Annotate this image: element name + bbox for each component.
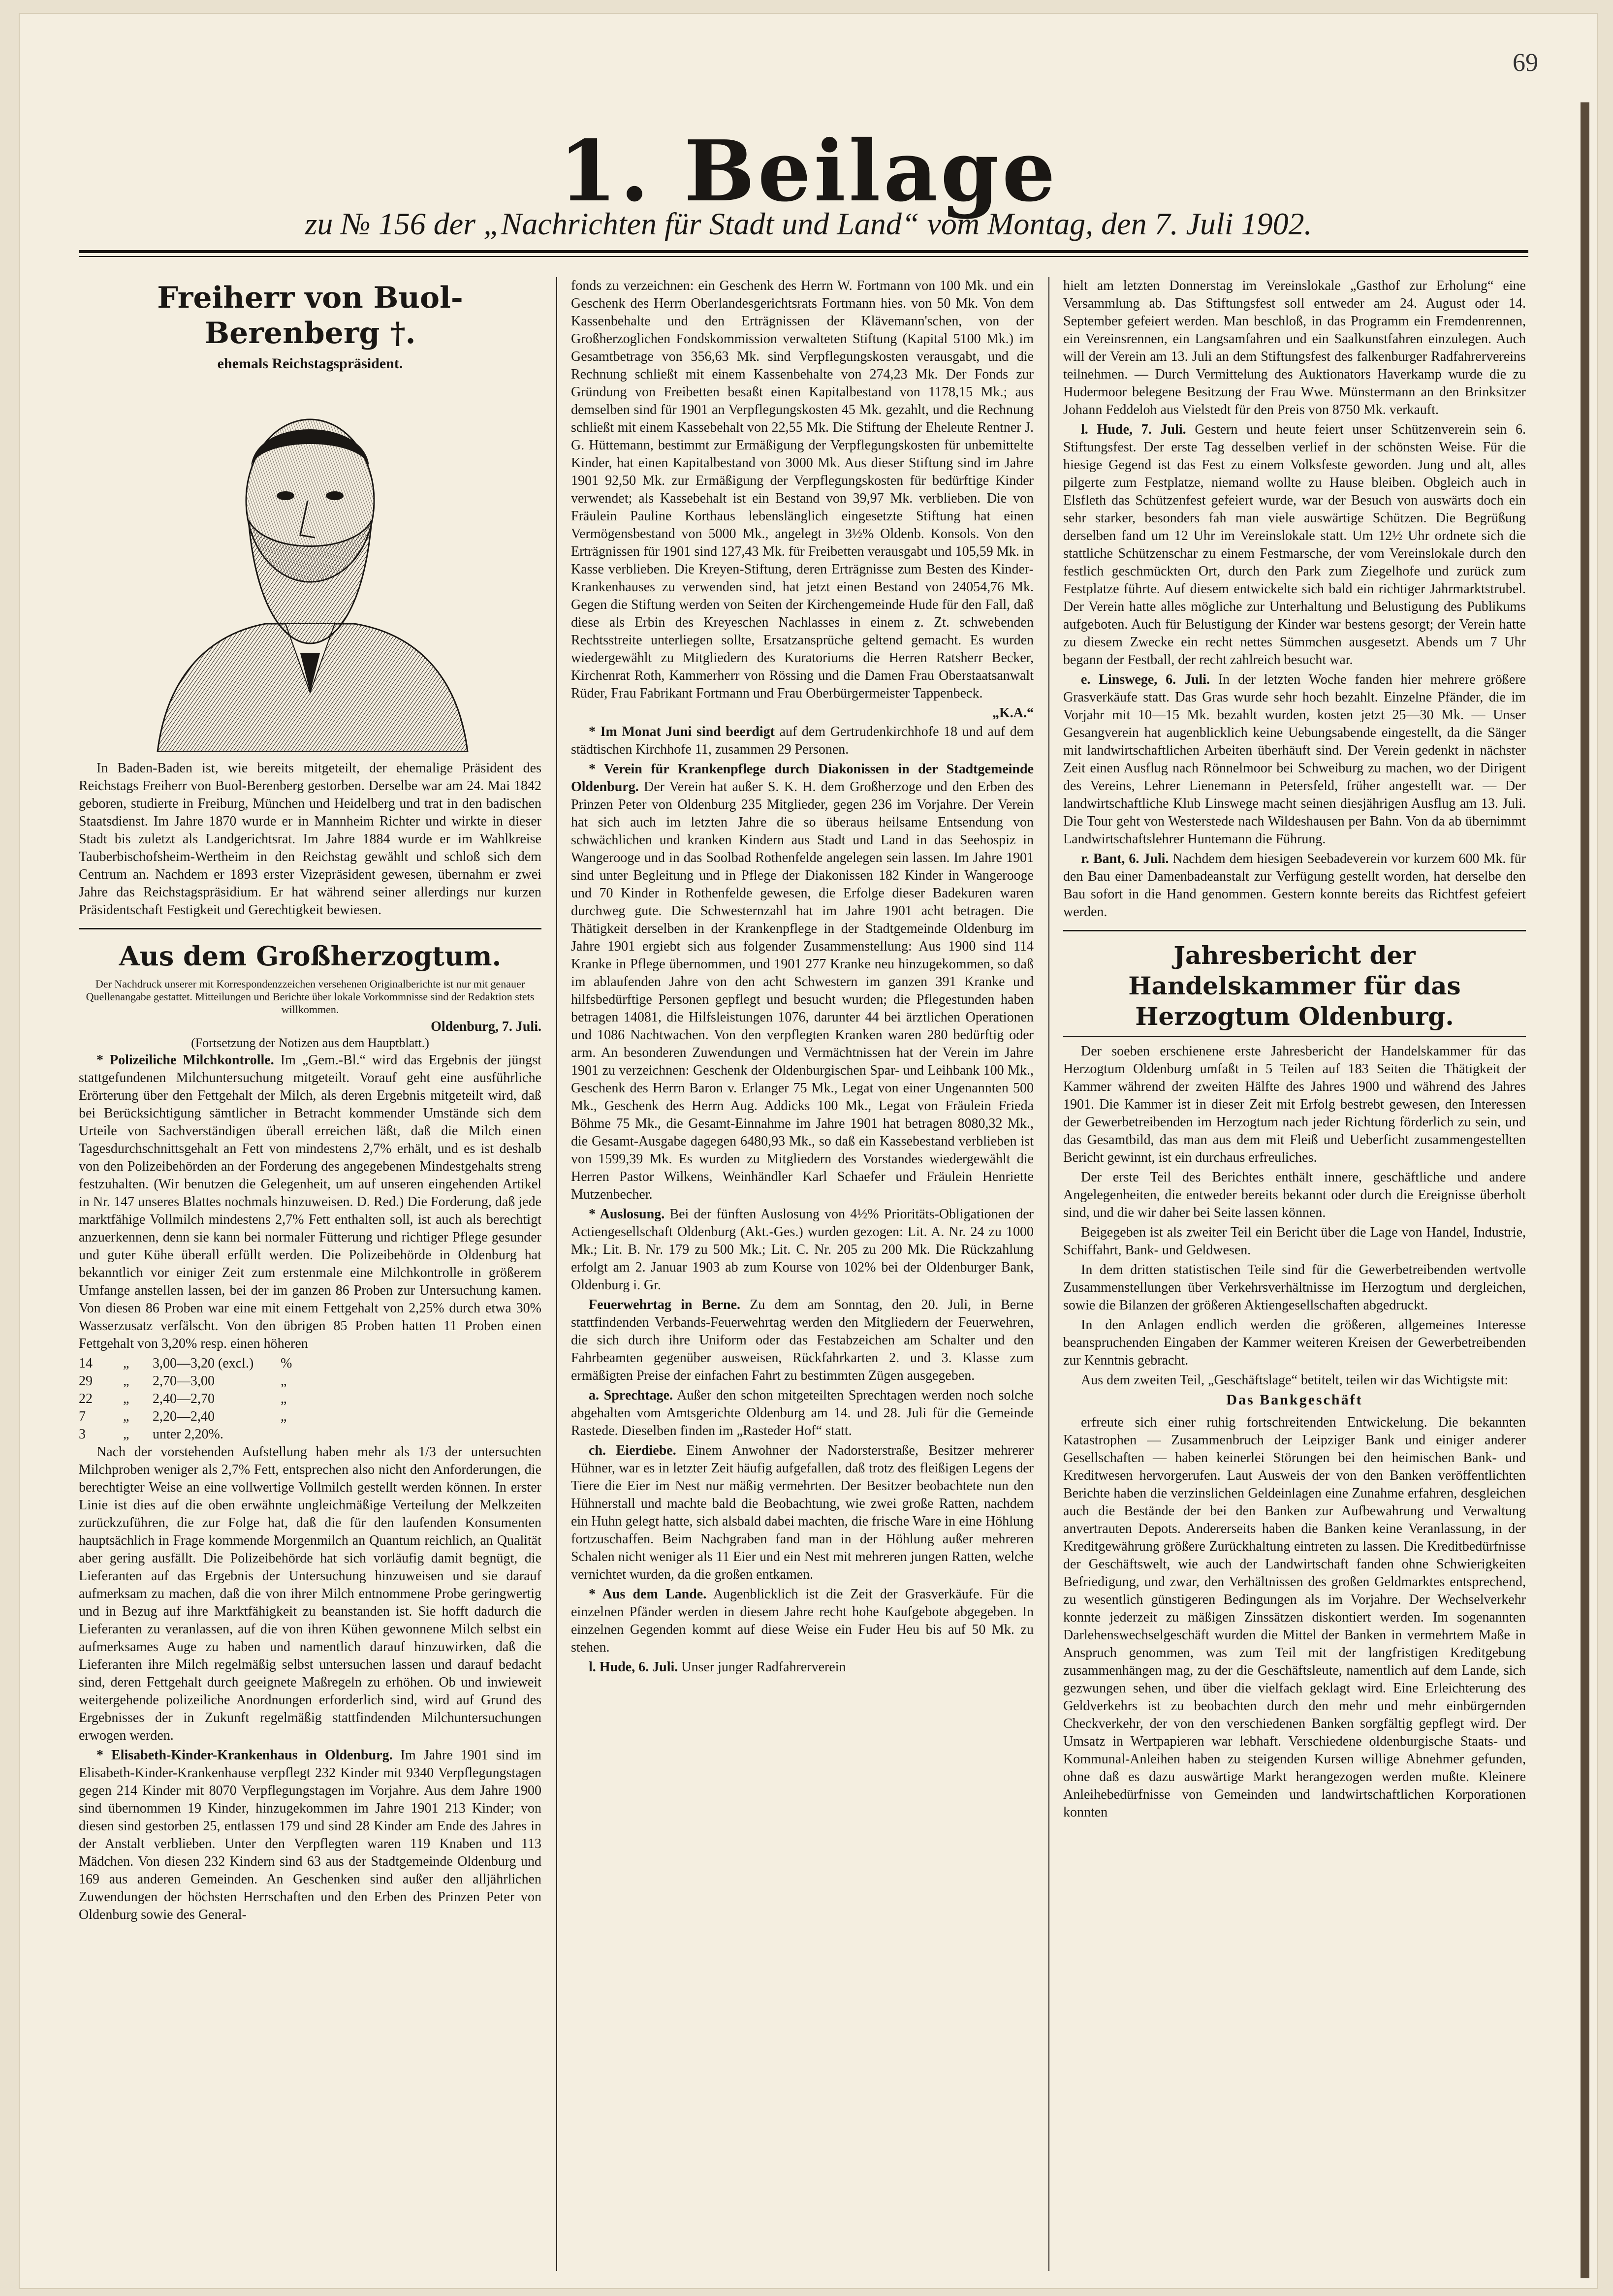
article-text-hude-1-cont: hielt am letzten Donnerstag im Vereinslokale „Gasthof zur Erholung“ eine Versammlung ab. Das Stiftungsfest soll entweder am 24. August oder 14. September gefeiert werden. Man beschloß, in das Programm ein Fremdenrennen, ein Vereinsrennen, ein Langsamfahren und ein Saalkunstfahren einzulegen. Auch will der Verein am 13. Juli an dem Stiftungsfest des falkenburger Radfahrervereins teilnehmen. — Durch Vermittelung des Auktionators Haverkamp wurde die zu Hudermoor belegene Besitzung der Frau Wwe. Münstermann an den Brinksitzer Johann Feddeloh aus Vielstedt für den Preis von 8750 Mk. verkauft. (1063, 278, 1526, 417)
article-text-bant: Nachdem dem hiesigen Seebadeverein vor kurzem 600 Mk. für den Bau einer Damenbadeanstalt zur Verfügung gestellt worden, hat derselbe den Bau sofort in die Hand genommen. Gestern konnte bereits das Richtfest gefeiert werden. (1063, 851, 1526, 920)
obituary-heading: Freiherr von Buol-Berenberg †. (157, 281, 463, 351)
article-text-hude-2: Gestern und heute feiert unser Schützenverein sein 6. Stiftungsfest. Der erste Tag desselben verlief in der schönsten Weise. Für die hiesige Gegend ist das Fest zu einem Volksfeste geworden. Jung und alt, alles pilgerte zum Festplatze, niemand wollte zu Hause bleiben. Obgleich auch in Elsfleth das Schützenfest gefeiert wurde, war der Besuch von auswärts doch ein sehr starker, besonders fah man viele auswärtige Schützen. Die Begrüßung derselben fand um 12 Uhr im Vereinslokale statt. Um 12½ Uhr ordnete sich die stattliche Schützenschar zu einem Festmarsche, der vom Vereinslokale durch den festlich geschmückten Ort, durch den Park zum Ziegelhofe und zurück zum Festplatze führte. Auf diesem entwickelte sich bald ein richtiger Jahrmarktstrubel. Der Verein hatte alles mögliche zur Unterhaltung und Belustigung des Publikums aufgeboten. Auch für Belustigung der Kinder war bestens gesorgt; der Verein hatte zu diesem Zwecke ein recht nettes Sümmchen ausgesetzt. Abends um 7 Uhr begann der Festball, der recht zahlreich besucht war. (1063, 422, 1526, 668)
obituary-subheading: ehemals Reichstagspräsident. (217, 355, 403, 372)
article-text-eierdiebe: Einem Anwohner der Nadorsterstraße, Besitzer mehrerer Hühner, war es in letzter Zeit häufig aufgefallen, daß trotz des fleißigen Legens der Tiere die Eier im Nest nur mäßig vermehrten. Der Besitzer beobachtete nun den Hühnerstall und machte bald die Beobachtung, wie zwei große Ratten, nachdem ein Huhn gelegt hatte, sich alsbald dabei machten, die frische Ware in eine Höhlung fortzuschaffen. Beim Nachgraben fand man in der Höhlung außer mehreren Schalen nicht weniger als 11 Eier und ein Nest mit mehreren jungen Ratten, welche vernichtet wurden, da die großen entkamen. (571, 1443, 1034, 1582)
section-rule (79, 928, 541, 929)
article-text-jahresbericht-3: Beigegeben ist als zweiter Teil ein Bericht über die Lage von Handel, Industrie, Schiffahrt, Bank- und Geldwesen. (1063, 1225, 1526, 1258)
article-heading-eierdiebe: ch. Eierdiebe. (589, 1443, 676, 1458)
article-text-kinderkrankenhaus: Im Jahre 1901 sind im Elisabeth-Kinder-Krankenhause verpflegt 232 Kinder mit 9340 Verpflegungstagen gegen 214 Kinder mit 8070 Verpflegungstagen im Vorjahre. Aus dem Jahre 1900 sind übernommen 19 Kinder, hinzugekommen im Jahre 1901 213 Kinder; von diesen sind gestorben 25, entlassen 179 und sind 28 Kinder am Ende des Jahres in der Anstalt verblieben. Unter den Verpflegten waren 119 Knaben und 113 Mädchen. Von diesen 232 Kindern sind 63 aus der Stadtgemeinde Oldenburg und 169 aus anderen Gemeinden. An Geschenken sind außer den alljährlichen Zuwendungen der höchsten Herrschaften und den Erben des Prinzen Peter von Oldenburg sowie des General- (79, 1748, 541, 1922)
article-heading-feuerwehrtag: Feuerwehrtag in Berne. (589, 1297, 741, 1312)
author-signature: „K.A.“ (992, 705, 1034, 721)
column-3 (1063, 277, 1526, 2271)
section-heading-grossherzogtum: Aus dem Großherzogtum. (119, 940, 502, 972)
subheading-bankgeschaeft: Das Bankgeschäft (1226, 1392, 1363, 1408)
column-2 (571, 277, 1034, 2271)
article-text-jahresbericht-5: In den Anlagen endlich werden die größeren, allgemeines Interesse beanspruchenden Eingaben der Kammer weiteren Kreisen der Gewerbetreibenden zur Kenntnis gebracht. (1063, 1317, 1526, 1368)
article-heading-beerdigt: * Im Monat Juni sind beerdigt (589, 724, 775, 739)
section-heading-jahresbericht: Jahresbericht der Handelskammer für das Herzogtum Oldenburg. (1128, 941, 1461, 1031)
portrait-engraving (138, 378, 482, 752)
column-divider (556, 277, 557, 2271)
article-text-beerdigt: auf dem Gertrudenkirchhofe 18 und auf dem städtischen Kirchhofe 11, zusammen 29 Personen. (571, 724, 1034, 757)
article-text-bankgeschaeft: erfreute sich einer ruhig fortschreitenden Entwickelung. Die bekannten Katastrophen — Zusammenbruch der Leipziger Bank und einiger anderer Gesellschaften — haben keinerlei Störungen bei den heimischen Bank- und Kreditwesen hervorgerufen. Laut Ausweis der von den Banken veröffentlichten Berichte haben die verzinslichen Geldeinlagen eine Zunahme erfahren, desgleichen auch die Bestände der bei den Banken zur Aufbewahrung und Verwaltung anvertrauten Depots. Andererseits haben die Banken keine Veranlassung, in der Kreditgewährung größere Zurückhaltung eintreten zu lassen. Die Kreditbedürfnisse der Geschäftswelt, wie auch der Landwirtschaft fanden ohne Schwierigkeiten Befriedigung, und zwar, den Verhältnissen des großen Geldmarktes entsprechend, zu wesentlich günstigeren Bedingungen als im Vorjahre. Der Wechselverkehr konnte jederzeit zu mäßigen Zinssätzen diskontiert werden. Im sogenannten Darlehenswechselgeschäft wurden die Mittel der Banken in vermehrtem Maße in Anspruch genommen, was zum Teil mit der langfristigen Kreditgebung zusammenhängen mag, zu der die Geschäftsleute, namentlich auf dem Lande, sich gezwungen sehen, und über die vielfach geklagt wird. Eine Erleichterung des Geldverkehrs ist zu beobachten durch den mehr und mehr einbürgernden Checkverkehr, der von den verschiedenen Banken sorgfältig gepflegt wird. Der Umsatz in Wertpapieren war lebhaft. Verschiedene oldenburgische Staats- und Kommunal-Anleihen haben zu steigenden Kursen willige Abnehmer gefunden, ohne daß es dazu auswärtige Markt herangezogen werden mußte. Kleinere Anleihebedürfnisse von Gemeinden und landwirtschaftlichen Korporationen konnten (1063, 1415, 1526, 1820)
article-heading-linswege: e. Linswege, 6. Juli. (1081, 672, 1210, 687)
article-heading-bant: r. Bant, 6. Juli. (1081, 851, 1169, 866)
article-text-linswege: In der letzten Woche fanden hier mehrere größere Grasverkäufe statt. Das Gras wurde sehr hoch bezahlt. Einzelne Pfänder, die im Vorjahr mit 10—15 Mk. bezahlt wurden, kosten jetzt 25—30 Mk. — Unser Gesangverein hat augenblicklich keine Uebungsabende eingestellt, da die Sänger mit landwirtschaftlichen Arbeiten überhäuft sind. Der Verein gedenkt in nächster Zeit einen Ausflug nach Rönnelmoor bei Schweiburg zu machen, wo der Dirigent des Vereins, Lehrer Lienemann in Petersfeld, früher angestellt war. — Der landwirtschaftliche Klub Linswege macht seinen diesjährigen Ausflug am 13. Juli. Die Tour geht von Westerstede nach Wildeshausen per Bahn. Von da ab übernimmt Landwirtschaftslehrer Huntemann die Führung. (1063, 672, 1526, 847)
reprint-notice: Der Nachdruck unserer mit Korrespondenzzeichen versehenen Originalberichte ist nur mit genauer Quellenangabe gestattet. Mitteilungen und Berichte über lokale Vorkommnisse sind der Redaktion stets willkommen. (86, 978, 535, 1016)
article-heading-auslosung: * Auslosung. (589, 1207, 665, 1222)
header-rule-thick (79, 250, 1528, 253)
article-text-krankenpflege: Der Verein hat außer S. K. H. dem Großherzoge und den Erben des Prinzen Peter von Oldenburg 235 Mitglieder, gegen 236 im Vorjahre. Der Verein hat sich auch im letzten Jahre die so überaus heilsame Entsendung von schwächlichen und kranken Kindern aus Stadt und Land in das Seehospiz in Wangerooge und in das Soolbad Rothenfelde angelegen sein lassen. Im Jahre 1901 sind unter Begleitung und in Pflege der Diakonissen 182 Kinder in Wangerooge und 70 Kinder in Rothenfelde gewesen, die Erfolge dieser Badekuren waren durchweg gute. Die Schwesternzahl hat im Jahre 1901 acht betragen. Die Thätigkeit derselben in der Krankenpflege in der Stadtgemeinde Oldenburg im Jahre 1901 ergiebt sich aus folgender Zusammenstellung: Aus 1900 sind 114 Kranke in Pflege übernommen, und 1901 277 Kranke neu hinzugekommen, so daß im ablaufenden Jahre von den acht Schwestern im ganzen 391 Kranke und hilfsbedürftige Personen gepflegt und besucht wurden; die Pflegestunden haben betragen 14081, die Hilfsleistungen 1076, darunter 44 bei ärztlichen Operationen und 1086 Nachtwachen. Von den verpflegten Kranken waren 280 bedürftig oder arm. An besonderen Zuwendungen und Vermächtnissen hat der Verein im Jahre 1901 zu verzeichnen: Geschenk der Oldenburgischen Spar- und Leihbank 100 Mk., Geschenk des Herrn Baron v. Erlanger 75 Mk., Legat von einer Ungenannten 500 Mk., Geschenk des Herrn Aug. Addicks 100 Mk., Legat von Fräulein Frieda Böhme 75 Mk., die Gesamt-Einnahme im Jahre 1901 hat betragen 8080,32 Mk., die Gesamt-Ausgabe dagegen 6480,93 Mk., so daß ein Kassebestand verblieben ist von 1599,39 Mk. Es wurden zu Mitgliedern des Vorstandes wiedergewählt die Herren Pastor Wilkens, Weinhändler Karl Schaefer und Fräulein Henriette Mutzenbecher. (571, 779, 1034, 1202)
article-heading-milchkontrolle: * Polizeiliche Milchkontrolle. (96, 1052, 274, 1068)
continuation-note: (Fortsetzung der Notizen aus dem Hauptblatt.) (191, 1036, 429, 1050)
section-rule (1063, 930, 1526, 931)
dateline: Oldenburg, 7. Juli. (431, 1019, 541, 1034)
obituary-text: In Baden-Baden ist, wie bereits mitgeteilt, der ehemalige Präsident des Reichstags Freiherr von Buol-Berenberg gestorben. Derselbe war am 24. Mai 1842 geboren, studierte in Freiburg, München und Heidelberg und trat in den badischen Staatsdienst. Im Jahre 1870 wurde er in Mannheim Richter und wirkte in dieser Stadt bis zuletzt als Landgerichtsrat. Im Jahre 1884 wurde er im Wahlkreise Tauberbischofsheim-Wertheim in den Reichstag gewählt und schloß sich dem Centrum an. Nachdem er 1893 erster Vizepräsident gewesen, übernahm er zwei Jahre das Reichstagspräsidium. Er hat während seiner allerdings nur kurzen Präsidentschaft Festigkeit und Gerechtigkeit bewiesen. (79, 761, 541, 918)
article-text-jahresbericht-1: Der soeben erschienene erste Jahresbericht der Handelskammer für das Herzogtum Oldenburg umfaßt in 5 Teilen auf 183 Seiten die Thätigkeit der Kammer während der zweiten Hälfte des Jahres 1900 und während des Jahres 1901. Die Kammer ist in dieser Zeit mit Erfolg bestrebt gewesen, den Interessen der Gewerbetreibenden im Herzogtum nach jeder Richtung förderlich zu sein, und das Gesamtbild, das man aus dem mit Fleiß und Ueberficht zusammengestellten Bericht gewinnt, ist ein durchaus erfreuliches. (1063, 1044, 1526, 1165)
binding-edge (1581, 102, 1589, 2278)
article-text-jahresbericht-4: In dem dritten statistischen Teile sind für die Gewerbetreibenden wertvolle Zusammenstellungen über Verkehrsverhältnisse im Herzogtum und dergleichen, sowie die Bilanzen der größeren Aktiengesellschaften abgedruckt. (1063, 1262, 1526, 1313)
article-heading-kinderkrankenhaus: * Elisabeth-Kinder-Krankenhaus in Oldenburg. (96, 1748, 393, 1763)
table-row: 3 „ unter 2,20%. (79, 1427, 223, 1442)
article-heading-hude-1: l. Hude, 6. Juli. (589, 1659, 678, 1675)
table-row: 22 „ 2,40—2,70 „ (79, 1391, 287, 1406)
header-rule-thin (79, 256, 1528, 257)
column-1 (79, 277, 541, 2271)
article-text-jahresbericht-6: Aus dem zweiten Teil, „Geschäftslage“ betitelt, teilen wir das Wichtigste mit: (1081, 1372, 1509, 1388)
article-text-auslosung: Bei der fünften Auslosung von 4½% Prioritäts-Obligationen der Actiengesellschaft Oldenburg (Akt.-Ges.) wurden gezogen: Lit. A. Nr. 24 zu 1000 Mk.; Lit. B. Nr. 179 zu 500 Mk.; Lit. C. Nr. 205 zu 200 Mk. Die Rückzahlung erfolgt am 2. Januar 1903 ab zum Kourse von 102% bei der Oldenburger Bank, Oldenburg i. Gr. (571, 1207, 1034, 1293)
article-text-hude-1: Unser junger Radfahrerverein (681, 1659, 846, 1675)
supplement-subtitle: zu № 156 der „Nachrichten für Stadt und Land“ vom Montag, den 7. Juli 1902. (305, 206, 1312, 241)
article-heading-hude-2: l. Hude, 7. Juli. (1081, 422, 1186, 437)
column-divider (1048, 277, 1049, 2271)
article-text-sprechtage: Außer den schon mitgeteilten Sprechtagen werden noch solche abgehalten vom Amtsgerichte Oldenburg am 14. und 28. Juli für die Gemeinde Rastede. Dieselben finden im „Rasteder Hof“ statt. (571, 1388, 1034, 1438)
article-text-milchkontrolle: Im „Gem.-Bl.“ wird das Ergebnis der jüngst stattgefundenen Milchuntersuchung mitgeteilt. Vorauf geht eine ausführliche Erörterung über den Fettgehalt der Milch, als deren Ergebnis mitgeteilt wird, daß bei Berücksichtigung sämtlicher in Betracht kommender Umstände sich dem Urteile von Sachverständigen überall erreichen läßt, daß die Milch einen Tagesdurchschnittsgehalt an Fett von mindestens 2,7% erhält, und es ist deshalb von den Polizeibehörden an der Forderung des angegebenen Mindestgehalts streng festzuhalten. (Wir benutzen die Gelegenheit, um auf unseren eingehenden Artikel in Nr. 147 unseres Blattes nochmals hinzuweisen. D. Red.) Die Forderung, daß jede marktfähige Vollmilch mindestens 2,7% Fett enthalten soll, ist auch als berechtigt anzuerkennen, denn sie kann bei normaler Fütterung und richtiger Pflege gesunder und guter Kühe überall erfüllt werden. Die Polizeibehörde in Oldenburg hat bekanntlich vor einiger Zeit zum erstenmale eine Milchkontrolle in größerem Umfange anstellen lassen, bei der im ganzen 86 Proben zur Untersuchung kamen. Von diesen 86 Proben war eine mit einem Fettgehalt von 2,25% durch etwa 30% Wasserzusatz verfälscht. Von den übrigen 85 Proben hatten 11 Proben einen Fettgehalt von 3,20% resp. einen höheren (79, 1052, 541, 1351)
article-text-kinderkrankenhaus-cont: fonds zu verzeichnen: ein Geschenk des Herrn W. Fortmann von 100 Mk. und ein Geschenk des Herrn Oberlandesgerichtsrats Fortmann hies. von 50 Mk. Von dem Kassenbehalte und den Erträgnissen der Klävemann'schen, von der Großherzoglichen Fondskommission verwalteten Stiftung (Kapital 5100 Mk.) im Gesamtbetrage von 356,63 Mk. sind Verpflegungskosten verausgabt, und die Rechnung schließt mit einem Kassenbehalte von 274,23 Mk. Der Fonds zur Gründung von Freibetten besaßt einen Kapitalbestand von 1178,15 Mk.; aus demselben sind für 1901 an Verpflegungskosten 45 Mk. gezahlt, und die Rechnung schließt mit einem Kassebehalt von 22,55 Mk. Die Stiftung der Eheleute Rentner J. G. Hüttemann, bestimmt zur Ermäßigung der Verpflegungskosten für unbemittelte Kinder, hat einen Kapitalbestand von 3000 Mk. Aus dieser Stiftung sind im Jahre 1901 92,50 Mk. zur Ermäßigung der Verpflegungskosten für bedürftige Kinder verwendet; als Kassebehalt ist ein Bestand von 39,97 Mk. verblieben. Die von Fräulein Pauline Korthaus lebenslänglich eingesetzte Stiftung hat einen Vermögensbestand von 5000 Mk., angelegt in 3½% Oldenb. Konsols. Von den Erträgnissen für 1901 sind 127,43 Mk. für Freibetten verausgabt und 105,59 Mk. in Kasse verblieben. Die Kreyen-Stiftung, deren Erträgnisse zum Besten des Kinder-Krankenhauses zu verwenden sind, hat jetzt einen Bestand von 24054,76 Mk. Gegen die Stiftung werden von Seiten der Kirchengemeinde Hude für den Fall, daß diese als Erbin des Kreyeschen Nachlasses in einem z. Zt. schwebenden Rechtsstreite unterliegen sollte, Ersatzansprüche geltend gemacht. Es wurden wiedergewählt zu Mitgliedern des Kuratoriums die Herren Ratsherr Becker, Kirchenrat Roth, Kammerherr von Rössing und die Damen Frau Oberstaatsanwalt Rüder, Frau Fabrikant Fortmann und Frau Oberbürgermeister Tappenbeck. (571, 278, 1034, 701)
article-heading-aus-dem-lande: * Aus dem Lande. (589, 1587, 707, 1602)
newspaper-page (20, 14, 1597, 2288)
page-number: 69 (1513, 49, 1538, 77)
article-text-feuerwehrtag: Zu dem am Sonntag, den 20. Juli, in Berne stattfindenden Verbands-Feuerwehrtag werden den Mitgliedern der Feuerwehren, die sich durch ihre Uniform oder das Festabzeichen am Schalter und den Fahrbeamten gegenüber ausweisen, Rückfahrkarten 2. und 3. Klasse zum ermäßigten Preise der einfachen Fahrt zu bestimmten Zügen ausgegeben. (571, 1297, 1034, 1383)
table-row: 29 „ 2,70—3,00 „ (79, 1373, 287, 1389)
article-text-milchkontrolle-2: Nach der vorstehenden Aufstellung haben mehr als 1/3 der untersuchten Milchproben weniger als 2,7% Fett, entsprechen also nicht den Anforderungen, die berechtigter Weise an eine vollwertige Vollmilch gestellt werden können. In erster Linie ist dies auf die oben erwähnte ungleichmäßige Verteilung der Melkzeiten zurückzuführen, die zur Folge hat, daß die für den laufenden Konsumenten hauptsächlich in Frage kommende Morgenmilch an Quantum reichlich, an Qualität aber gering ausfällt. Die Polizeibehörde hat sich vorläufig damit begnügt, die Lieferanten auf das Ergebnis der Untersuchung hinzuweisen und sie darauf aufmerksam zu machen, daß die von ihrer Milch entnommene Probe geringwertig und in Bezug auf ihre Marktfähigkeit zu beanstanden ist. Sie hofft dadurch die Lieferanten zu veranlassen, auf die von ihren Kühen gewonnene Milch selbst ein aufmerksames Auge zu haben und namentlich darauf hinzuwirken, daß die Lieferanten ihre Milch regelmäßig selbst untersuchen lassen und darauf bedacht sind, deren Fettgehalt durch geeignete Maßregeln zu erhöhen. Ob und inwieweit weitergehende polizeiliche Anordnungen erforderlich sind, wird auf Grund des Ergebnisses der in Zukunft regelmäßig stattfindenden Milchuntersuchungen erwogen werden. (79, 1444, 541, 1743)
article-heading-sprechtage: a. Sprechtage. (589, 1388, 673, 1403)
article-heading-krankenpflege: * Verein für Krankenpflege durch Diakonissen in der Stadtgemeinde Oldenburg. (571, 762, 1034, 795)
article-text-jahresbericht-2: Der erste Teil des Berichtes enthält innere, geschäftliche und andere Angelegenheiten, die entweder bereits bekannt oder durch die Ereignisse überholt sind, und die wir daher bei Seite lassen können. (1063, 1170, 1526, 1220)
supplement-title: 1. Beilage (559, 122, 1058, 221)
table-row: 14 „ 3,00—3,20 (excl.) % (79, 1356, 292, 1371)
article-text-aus-dem-lande: Augenblicklich ist die Zeit der Grasverkäufe. Für die einzelnen Pfänder werden in diesem Jahre recht hohe Kaufgebote abgegeben. In einzelnen Gegenden kommt auf diese Weise ein Fuder Heu bis auf 50 Mk. zu stehen. (571, 1587, 1034, 1655)
table-row: 7 „ 2,20—2,40 „ (79, 1409, 287, 1424)
fat-content-table (79, 1355, 541, 1443)
section-rule-thin (1063, 1036, 1526, 1037)
